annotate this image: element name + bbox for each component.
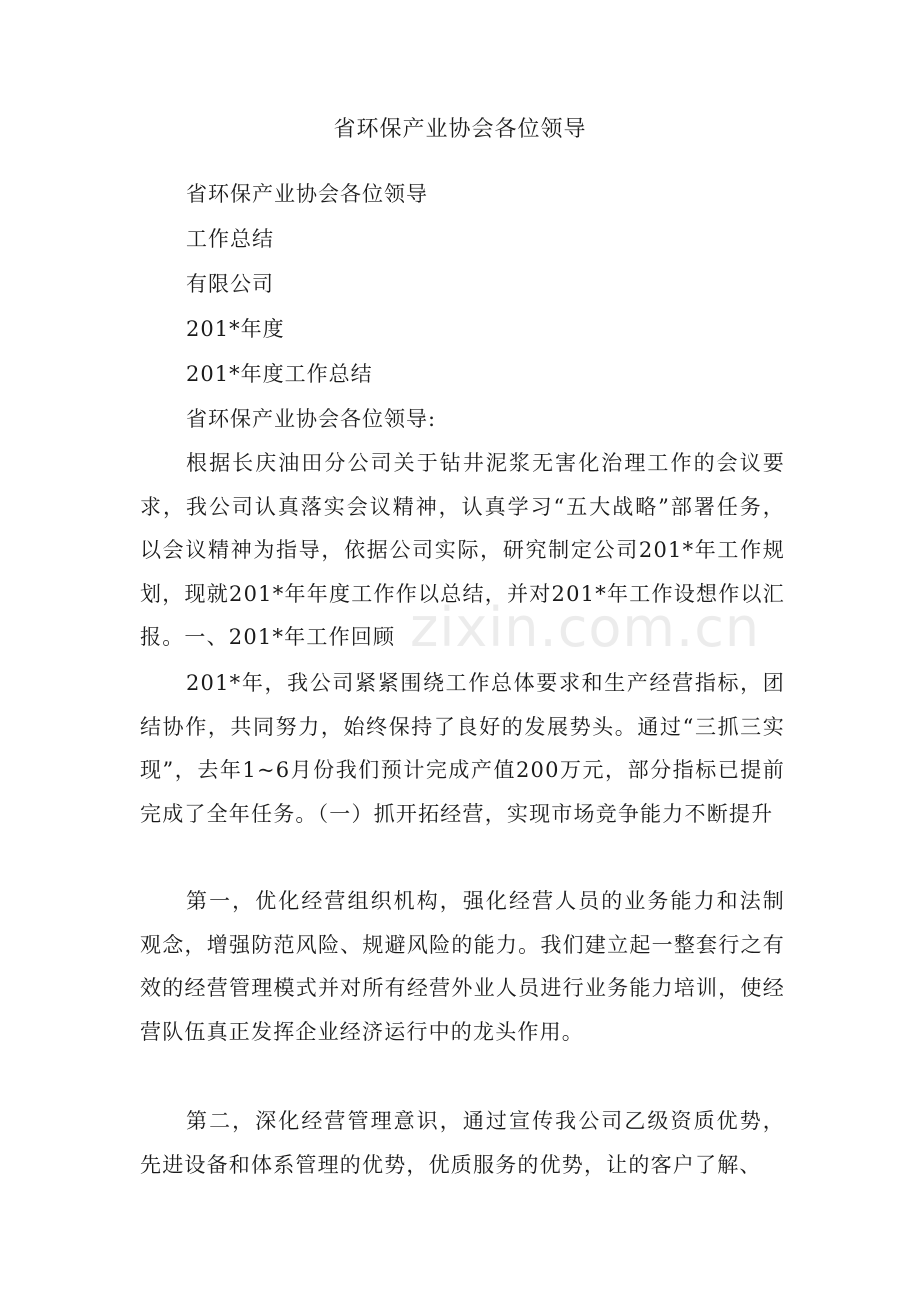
document-title: 省环保产业协会各位领导 bbox=[333, 117, 587, 142]
header-line-year-summary: 201*年度工作总结 bbox=[186, 362, 373, 386]
header-line-summary: 工作总结 bbox=[186, 227, 274, 251]
header-line-year: 201*年度 bbox=[186, 317, 285, 341]
header-line-recipient: 省环保产业协会各位领导 bbox=[186, 182, 428, 206]
body-paragraph: 201*年，我公司紧紧围绕工作总体要求和生产经营指标，团结协作，共同努力，始终保持了良好的发展势头。通过“三抓三实现”，去年1~6月份我们预计完成产值200万元，部分指标已提前完成了全年任务。（一）抓开拓经营，实现市场竞争能力不断提升 bbox=[140, 671, 785, 826]
header-line-salutation: 省环保产业协会各位领导: bbox=[186, 407, 437, 431]
body-paragraph: 根据长庆油田分公司关于钻井泥浆无害化治理工作的会议要求，我公司认真落实会议精神，认真学习“五大战略”部署任务，以会议精神为指导，依据公司实际，研究制定公司201*年工作规划，现就201*年年度工作作以总结，并对201*年工作设想作以汇报。一、201*年工作回顾 bbox=[140, 451, 785, 649]
body-paragraph: 第一，优化经营组织机构，强化经营人员的业务能力和法制观念，增强防范风险、规避风险的能力。我们建立起一整套行之有效的经营管理模式并对所有经营外业人员进行业务能力培训，使经营队伍真正发挥企业经济运行中的龙头作用。 bbox=[140, 889, 785, 1044]
body-paragraph: 第二，深化经营管理意识，通过宣传我公司乙级资质优势，先进设备和体系管理的优势，优质服务的优势，让的客户了解、 bbox=[140, 1109, 785, 1177]
watermark-text: zixin.com.cn bbox=[410, 596, 761, 659]
header-line-company: 有限公司 bbox=[186, 272, 274, 296]
header-lines bbox=[186, 172, 826, 442]
